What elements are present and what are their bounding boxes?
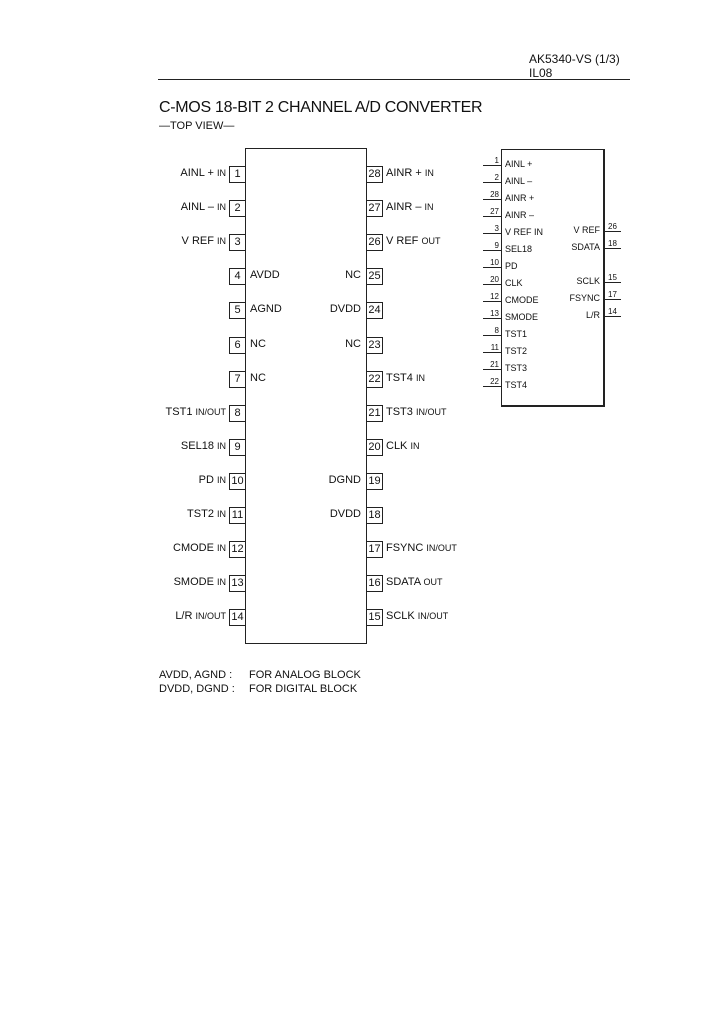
pin-number-box: 12 (229, 541, 246, 558)
pin-number-box: 28 (366, 166, 383, 183)
pin-number-box: 24 (366, 302, 383, 319)
block-pin-number: 20 (490, 275, 499, 284)
block-pin-line (483, 301, 501, 302)
block-pin-line (603, 248, 621, 249)
pin-number-box: 11 (229, 507, 246, 524)
pin-label: FSYNC IN/OUT (386, 542, 457, 555)
block-pin-number: 27 (490, 207, 499, 216)
pin-label: CLK IN (386, 439, 420, 452)
block-pin-label: SEL18 (505, 244, 533, 254)
pin-direction: IN (217, 168, 226, 178)
block-pin-line (603, 282, 621, 283)
block-pin-line (483, 182, 501, 183)
pin-number-box: 20 (366, 439, 383, 456)
block-pin-number: 15 (608, 273, 617, 282)
pin-number-box: 9 (229, 439, 246, 456)
block-pin-number: 22 (490, 377, 499, 386)
block-pin-number: 26 (608, 222, 617, 231)
pin-number-box: 16 (366, 575, 383, 592)
note-digital-left: DVDD, DGND : (159, 683, 235, 695)
block-pin-line (483, 199, 501, 200)
pin-direction: IN (410, 440, 420, 451)
block-pin-line (483, 216, 501, 217)
pin-direction: IN (217, 236, 226, 247)
block-pin-label: AINL – (505, 176, 533, 186)
block-pin-number: 17 (608, 290, 617, 299)
block-pin-line (483, 165, 501, 166)
block-pin-number: 9 (494, 241, 499, 250)
header-rule (158, 79, 630, 80)
pin-direction: IN (217, 440, 226, 451)
pin-label: TST1 IN/OUT (165, 405, 226, 418)
pin-direction: IN (217, 202, 226, 213)
block-pin-line (483, 335, 501, 336)
note-analog-text: FOR ANALOG BLOCK (249, 669, 361, 681)
pin-label: TST4 IN (386, 371, 425, 384)
pin-number-box: 1 (229, 166, 246, 183)
block-pin-label: PD (505, 261, 518, 271)
block-pin-number: 1 (494, 156, 499, 165)
pin-label: AINR + IN (386, 167, 434, 179)
pin-direction: IN (217, 577, 226, 588)
block-pin-label: CLK (505, 278, 523, 288)
pin-inner-label: DGND (328, 473, 361, 486)
pin-label: SMODE IN (173, 576, 226, 589)
block-pin-line (483, 233, 501, 234)
pin-direction: IN/OUT (426, 543, 457, 554)
pin-direction: OUT (423, 577, 443, 588)
pin-direction: IN (217, 543, 226, 554)
block-pin-label: FSYNC (569, 293, 600, 303)
pin-number-box: 23 (366, 337, 383, 354)
block-pin-label: CMODE (505, 295, 539, 305)
pin-label: AINL + IN (180, 167, 226, 179)
pin-number-box: 2 (229, 200, 246, 217)
pin-inner-label: NC (345, 337, 361, 350)
block-pin-line (603, 231, 621, 232)
pin-label: V REF OUT (386, 235, 441, 248)
pin-direction: OUT (421, 236, 441, 247)
note-digital-text: FOR DIGITAL BLOCK (249, 683, 358, 695)
pin-label: AINL – IN (180, 201, 226, 214)
pin-direction: IN (217, 474, 226, 485)
pin-number-box: 25 (366, 268, 383, 285)
block-pin-line (483, 386, 501, 387)
pin-number-box: 7 (229, 371, 246, 388)
block-pin-number: 21 (490, 360, 499, 369)
block-pin-number: 10 (490, 258, 499, 267)
note-analog (159, 669, 232, 681)
block-pin-line (603, 299, 621, 300)
pin-direction: IN (415, 372, 425, 383)
block-pin-label: TST2 (505, 346, 528, 356)
pin-label: TST3 IN/OUT (386, 405, 447, 418)
pin-label: SEL18 IN (180, 439, 226, 452)
pin-number-box: 21 (366, 405, 383, 422)
pin-label: TST2 IN (187, 508, 226, 520)
pin-label: SDATA OUT (386, 576, 443, 589)
pin-number-box: 17 (366, 541, 383, 558)
note-digital (159, 683, 235, 695)
ic-package (245, 148, 367, 644)
doc-code: IL08 (529, 66, 553, 80)
pin-inner-label: NC (250, 337, 266, 350)
block-pin-line (483, 250, 501, 251)
block-pin-number: 8 (494, 326, 499, 335)
block-pin-label: AINR + (505, 193, 535, 203)
pin-direction: IN/OUT (195, 406, 226, 417)
pin-number-box: 19 (366, 473, 383, 490)
pin-inner-label: NC (345, 269, 361, 282)
block-pin-label: AINR – (505, 210, 535, 220)
block-pin-label: V REF IN (505, 227, 544, 237)
block-pin-number: 28 (490, 190, 499, 199)
pin-inner-label: DVDD (329, 303, 361, 316)
pin-direction: IN/OUT (417, 611, 449, 622)
pin-number-box: 14 (229, 609, 246, 626)
block-pin-number: 11 (490, 343, 499, 352)
block-pin-label: SMODE (505, 312, 539, 322)
block-pin-label: L/R (585, 310, 600, 320)
block-pin-label: AINL + (505, 159, 533, 169)
pin-number-box: 3 (229, 234, 246, 251)
pin-label: V REF IN (181, 235, 226, 248)
block-pin-label: TST3 (505, 363, 528, 373)
block-pin-number: 3 (494, 224, 499, 233)
pin-number-box: 27 (366, 200, 383, 217)
pin-label: AINR – IN (386, 201, 434, 214)
block-pin-label: SDATA (571, 242, 600, 252)
pin-number-box: 18 (366, 507, 383, 524)
pin-inner-label: AVDD (250, 269, 280, 282)
block-pin-line (603, 316, 621, 317)
block-pin-line (483, 267, 501, 268)
pin-direction: IN/OUT (415, 406, 447, 417)
pin-label: PD IN (198, 473, 226, 486)
page-title: C-MOS 18-BIT 2 CHANNEL A/D CONVERTER (159, 99, 483, 116)
pin-number-box: 6 (229, 337, 246, 354)
block-pin-line (483, 284, 501, 285)
block-pin-number: 18 (608, 239, 617, 248)
pin-number-box: 22 (366, 371, 383, 388)
pin-inner-label: DVDD (329, 508, 361, 520)
note-analog-left: AVDD, AGND : (159, 669, 233, 681)
pin-inner-label: NC (250, 371, 266, 384)
pin-direction: IN (424, 168, 434, 178)
pin-number-box: 10 (229, 473, 246, 490)
block-pin-label: TST1 (505, 329, 528, 339)
pin-number-box: 8 (229, 405, 246, 422)
block-pin-label: TST4 (505, 380, 528, 390)
pin-direction: IN/OUT (195, 611, 226, 622)
pin-number-box: 13 (229, 575, 246, 592)
block-pin-number: 2 (494, 173, 499, 182)
block-pin-number: 14 (608, 307, 617, 316)
pin-inner-label: AGND (250, 303, 282, 316)
pin-direction: IN (217, 509, 226, 519)
part-number: AK5340-VS (1/3) (529, 52, 620, 66)
pin-number-box: 26 (366, 234, 383, 251)
block-pin-label: V REF (573, 225, 600, 235)
block-pin-line (483, 318, 501, 319)
block-pin-line (483, 352, 501, 353)
pin-number-box: 15 (366, 609, 383, 626)
pin-label: L/R IN/OUT (175, 610, 226, 623)
block-pin-number: 12 (490, 292, 499, 301)
pin-label: CMODE IN (173, 542, 226, 555)
pin-number-box: 5 (229, 302, 246, 319)
page-subtitle: —TOP VIEW— (159, 120, 235, 132)
block-pin-number: 13 (490, 309, 499, 318)
block-pin-label: SCLK (576, 276, 600, 286)
pin-number-box: 4 (229, 268, 246, 285)
pin-direction: IN (424, 202, 434, 213)
pin-label: SCLK IN/OUT (386, 610, 449, 623)
subtitle-text: TOP VIEW (170, 120, 224, 132)
block-pin-line (483, 369, 501, 370)
